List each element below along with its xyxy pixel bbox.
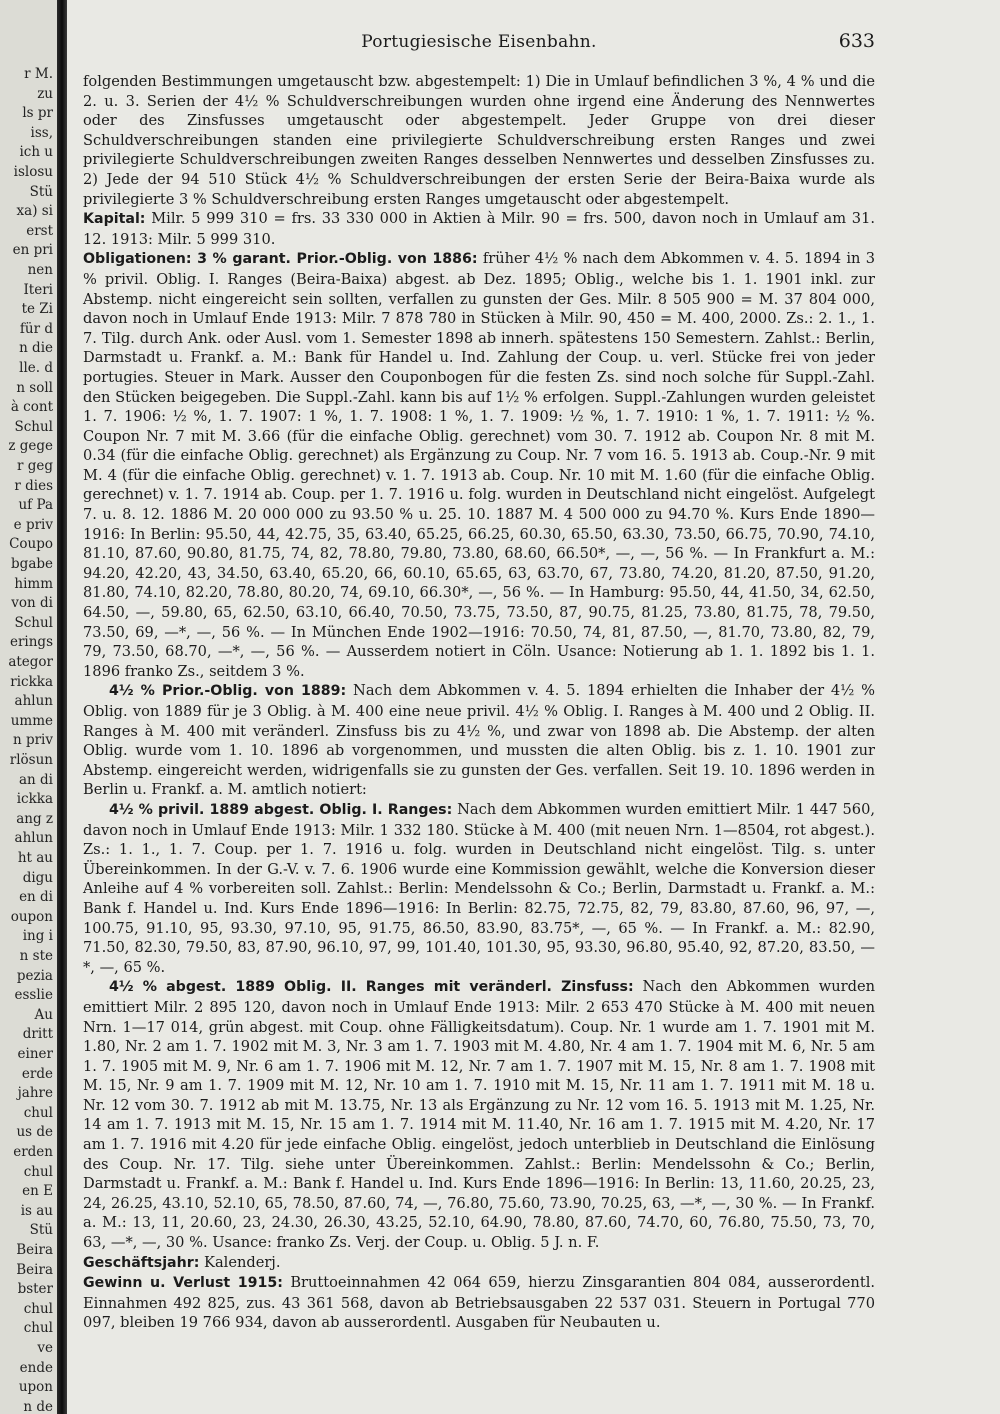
left-page-line-fragment: n priv xyxy=(12,732,53,749)
left-page-line-fragment: erst xyxy=(26,222,53,239)
left-page-line-fragment: an di xyxy=(19,771,53,788)
left-page-line-fragment: pezia xyxy=(16,967,53,984)
left-page-line-fragment: rickka xyxy=(10,673,53,690)
left-page-line-fragment: bgabe xyxy=(11,556,53,572)
paragraph-text: folgenden Bestimmungen umgetauscht bzw. abgestempelt: 1) Die in Umlauf befindlichen 3 %, 4 % und die 2. u. 3. Serien der 4½ % Schuldverschreibungen wurden ohne irgend eine Änderung des Nennwertes oder des Zinsfusses umgetauscht oder abgestempelt. Jeder Gruppe von drei dieser Schuldverschreibungen standen eine privilegierte Schuldverschreibung ersten Ranges und zwei privilegierte Schuldverschreibungen zweiten Ranges desselben Nennwertes und desselben Zinsfusses zu. 2) Jede der 94 510 Stück 4½ % Schuldverschreibungen der ersten Serie der Beira-Baixa wurde als privilegierte 3 % Schuldverschreibung ersten Ranges umgetauscht oder abgestempelt. xyxy=(83,73,875,208)
left-page-line-fragment: ich u xyxy=(19,144,53,161)
left-page-line-fragment: ve xyxy=(37,1340,53,1356)
left-page-line-fragment: chul xyxy=(23,1104,53,1121)
left-page-line-fragment: rlösun xyxy=(9,752,53,768)
left-page-line-fragment: iss, xyxy=(30,124,53,141)
left-page-line-fragment: r geg xyxy=(16,458,53,474)
left-page-line-fragment: Beira xyxy=(16,1242,53,1258)
left-page-line-fragment: Schul xyxy=(14,418,53,435)
left-page-line-fragment: oupon xyxy=(10,908,53,925)
left-page-line-fragment: n die xyxy=(19,340,53,357)
paragraph-intro xyxy=(83,72,875,209)
paragraph-text: Nach den Abkommen wurden emittiert Milr. 2 895 120, davon noch in Umlauf Ende 1913: Milr. 2 653 470 Stücke à M. 400 mit neuen Nrn. 1—17 014, grün abgest. mit Coup. ohne Fälligkeitsdatum). Coup. Nr. 1 wurde am 1. 7. 1901 mit M. 1.80, Nr. 2 am 1. 7. 1902 mit M. 3, Nr. 3 am 1. 7. 1903 mit M. 4.80, Nr. 4 am 1. 7. 1904 mit M. 6, Nr. 5 am 1. 7. 1905 mit M. 9, Nr. 6 am 1. 7. 1906 mit M. 12, Nr. 7 am 1. 7. 1907 mit M. 15, Nr. 8 am 1. 7. 1908 mit M. 15, Nr. 9 am 1. 7. 1909 mit M. 12, Nr. 10 am 1. 7. 1910 mit M. 15, Nr. 11 am 1. 7. 1911 mit M. 18 u. Nr. 12 vom 30. 7. 1912 ab mit M. 13.75, Nr. 13 als Ergänzung zu Nr. 12 vom 16. 5. 1913 mit M. 1.25, Nr. 14 am 1. 7. 1913 mit M. 15, Nr. 15 am 1. 7. 1914 mit M. 11.40, Nr. 16 am 1. 7. 1915 mit M. 4.20, Nr. 17 am 1. 7. 1916 mit 4.20 für jede einfache Oblig. eingelöst, jedoch unterblieb in Deutschland die Einlösung des Coup. Nr. 17. Tilg. siehe unter Übereinkommen. Zahlst.: Berlin: Mendelssohn & Co.; Berlin, Darmstadt u. Frankf. a. M.: Bank f. Handel u. Ind. Kurs Ende 1896—1916: In Berlin: 13, 11.60, 20.25, 23, 24, 26.25, 43.10, 52.10, 65, 78.50, 87.60, 74, —, 76.80, 75.60, 73.90, 70.25, 63, —*, —, 30 %. — In Frankf. a. M.: 13, 11, 20.60, 23, 24.30, 26.30, 43.25, 52.10, 64.90, 78.80, 87.60, 74.70, 60, 76.80, 75.50, 73, 70, 63, —*, —, 30 %. Usance: franko Zs. Verj. der Coup. u. Oblig. 5 J. n. F. xyxy=(83,978,876,1252)
left-page-line-fragment: en di xyxy=(19,889,53,906)
left-page-line-fragment: für d xyxy=(19,320,53,337)
left-page-line-fragment: umme xyxy=(10,712,53,729)
left-page-line-fragment: Stü xyxy=(29,1222,53,1239)
left-page-line-fragment: uf Pa xyxy=(18,497,53,514)
left-page-line-fragment: r dies xyxy=(14,477,53,494)
left-page-line-fragment: xa) si xyxy=(16,203,53,220)
left-page-line-fragment: Au xyxy=(34,1006,53,1023)
left-page-line-fragment: lle. d xyxy=(19,360,53,376)
left-page-line-fragment: einer xyxy=(17,1046,53,1062)
left-page-line-fragment: ickka xyxy=(16,791,53,808)
section-heading: Kapital: xyxy=(83,211,146,228)
left-page-line-fragment: nen xyxy=(27,262,53,278)
paragraph-text: Bruttoeinnahmen 42 064 659, hierzu Zinsgarantien 804 084, ausserordentl. Einnahmen 492 825, zus. 43 361 568, davon ab Betriebsausgaben 22 537 031. Steuern in Portugal 770 097, bleiben 19 766 934, davon ab ausserordentl. Ausgaben für Neubauten u. xyxy=(83,1274,876,1332)
paragraph-ranges-2 xyxy=(83,977,875,1252)
paragraph-text: Nach dem Abkommen v. 4. 5. 1894 erhielten die Inhaber der 4½ % Oblig. von 1889 für je 3 Oblig. à M. 400 eine neue privil. 4½ % Oblig. I. Ranges à M. 400 und 2 Oblig. II. Ranges à M. 400 mit veränderl. Zinsfuss bis zu 4½ %, und zwar von 1898 ab. Die Abstemp. der alten Oblig. wurde vom 1. 10. 1896 ab vorgenommen, und mussten die alten Oblig. bis z. 1. 10. 1901 zur Abstemp. eingereicht werden, widrigenfalls sie zu gunsten der Ges. verfallen. Seit 19. 10. 1896 werden in Berlin u. Frankf. a. M. amtlich notiert: xyxy=(83,682,876,799)
left-page-line-fragment: e priv xyxy=(13,516,53,533)
paragraph-gewinn-verlust xyxy=(83,1273,875,1333)
left-page-line-fragment: r M. xyxy=(24,66,53,82)
left-page-line-fragment: ls pr xyxy=(22,105,53,122)
left-page-line-fragment: ende xyxy=(19,1359,53,1376)
left-page-line-fragment: esslie xyxy=(14,987,53,1004)
paragraph-prior-oblig-1889 xyxy=(83,681,875,800)
left-page-line-fragment: n de xyxy=(23,1398,53,1414)
left-page-line-fragment: en pri xyxy=(12,242,53,259)
paragraph-text: Milr. 5 999 310 = frs. 33 330 000 in Aktien à Milr. 90 = frs. 500, davon noch in Umlauf am 31. 12. 1913: Milr. 5 999 310. xyxy=(83,210,875,248)
section-heading: Obligationen: 3 % garant. Prior.-Oblig. von 1886: xyxy=(83,251,478,268)
left-facing-page-fragment xyxy=(0,0,57,1414)
left-page-line-fragment: te Zi xyxy=(21,301,53,318)
left-page-line-fragment: z gege xyxy=(8,438,53,455)
left-page-line-fragment: ategor xyxy=(8,654,53,670)
left-page-line-fragment: von di xyxy=(11,595,53,612)
left-page-line-fragment: upon xyxy=(18,1379,53,1396)
left-page-line-fragment: Beira xyxy=(16,1261,53,1278)
section-heading: 4½ % abgest. 1889 Oblig. II. Ranges mit veränderl. Zinsfuss: xyxy=(109,979,634,996)
paragraph-geschaeftsjahr xyxy=(83,1253,875,1274)
paragraph-kapital xyxy=(83,209,875,249)
left-page-line-fragment: is au xyxy=(20,1202,53,1219)
left-page-line-fragment: ht au xyxy=(17,850,53,866)
left-page-line-fragment: à cont xyxy=(10,399,53,416)
left-page-line-fragment: ahlun xyxy=(14,830,53,847)
left-page-line-fragment: ahlun xyxy=(14,693,53,710)
left-page-line-fragment: ing i xyxy=(22,928,53,945)
left-page-line-fragment: erings xyxy=(9,634,53,651)
left-page-line-fragment: erden xyxy=(13,1144,53,1160)
section-heading: Gewinn u. Verlust 1915: xyxy=(83,1275,283,1292)
left-page-line-fragment: zu xyxy=(37,85,53,102)
paragraph-privil-ranges-1 xyxy=(83,800,875,977)
left-page-line-fragment: erde xyxy=(21,1065,53,1082)
left-page-line-fragment: Coupo xyxy=(9,536,53,553)
paragraph-text: Nach dem Abkommen wurden emittiert Milr. 1 447 560, davon noch in Umlauf Ende 1913: Milr. 1 332 180. Stücke à M. 400 (mit neuen Nrn. 1—8504, rot abgest.). Zs.: 1. 1., 1. 7. Coup. per 1. 7. 1916 u. folg. wurden in Deutschland nicht eingelöst. Tilg. s. unter Übereinkommen. In der G.-V. v. 7. 6. 1906 wurde eine Kommission gewählt, welche die Konversion dieser Anleihe auf 4 % vorbereiten soll. Zahlst.: Berlin: Mendelssohn & Co.; Berlin, Darmstadt u. Frankf. a. M.: Bank f. Handel u. Ind. Kurs Ende 1896—1916: In Berlin: 82.75, 72.75, 82, 79, 83.80, 87.60, 96, 97, —, 100.75, 91.10, 95, 93.30, 97.10, 95, 91.75, 86.50, 83.90, 83.75*, —, 65 %. — In Frankf. a. M.: 82.90, 71.50, 82.30, 79.50, 83, 87.90, 96.10, 97, 99, 101.40, 101.30, 95, 93.30, 96.80, 95.40, 92, 87.20, 83.50, —*, —, 65 %. xyxy=(83,800,875,976)
left-page-line-fragment: bster xyxy=(17,1281,53,1298)
document-page xyxy=(83,26,875,1333)
left-page-line-fragment: chul xyxy=(23,1320,53,1337)
left-page-line-fragment: chul xyxy=(23,1163,53,1180)
left-page-line-fragment: n soll xyxy=(16,379,53,396)
left-page-line-fragment: ang z xyxy=(16,810,53,827)
left-page-line-fragment: chul xyxy=(23,1300,53,1317)
paragraph-text: Kalenderj. xyxy=(204,1253,281,1271)
left-page-line-fragment: himm xyxy=(14,575,53,592)
left-page-line-fragment: en E xyxy=(22,1183,53,1200)
page-number: 633 xyxy=(838,30,875,52)
left-page-line-fragment: jahre xyxy=(17,1085,53,1102)
section-heading: Geschäftsjahr: xyxy=(83,1254,200,1271)
paragraph-obligationen xyxy=(83,249,875,681)
left-page-line-fragment: Iteri xyxy=(23,281,53,298)
page-gutter xyxy=(57,0,67,1414)
left-page-line-fragment: digu xyxy=(22,869,53,886)
left-page-line-fragment: Schul xyxy=(14,614,53,631)
body-text xyxy=(83,72,875,1333)
section-heading: 4½ % privil. 1889 abgest. Oblig. I. Ranges: xyxy=(109,801,453,818)
left-page-line-fragment: islosu xyxy=(13,164,53,180)
left-page-line-fragment: dritt xyxy=(22,1026,53,1043)
left-page-line-fragment: n ste xyxy=(19,948,53,964)
left-page-line-fragment: Stü xyxy=(29,183,53,200)
left-page-line-fragment: us de xyxy=(16,1124,53,1141)
section-heading: 4½ % Prior.-Oblig. von 1889: xyxy=(109,683,347,700)
running-title: Portugiesische Eisenbahn. xyxy=(361,32,597,52)
paragraph-text: früher 4½ % nach dem Abkommen v. 4. 5. 1894 in 3 % privil. Oblig. I. Ranges (Beira-Baixa) abgest. ab Dez. 1895; Oblig., welche bis 1. 1. 1901 inkl. zur Abstemp. nicht eingereicht sein sollten, verfallen zu gunsten der Ges. Milr. 8 505 900 = M. 37 804 000, davon noch in Umlauf Ende 1913: Milr. 7 878 780 in Stücken à Milr. 90, 450 = M. 400, 2000. Zs.: 2. 1., 1. 7. Tilg. durch Ank. oder Ausl. vom 1. Semester 1898 ab innerh. spätestens 150 Semestern. Zahlst.: Berlin, Darmstadt u. Frankf. a. M.: Bank für Handel u. Ind. Zahlung der Coup. u. verl. Stücke frei von jeder portugies. Steuer in Mark. Ausser den Couponbogen für die festen Zs. sind noch solche für Suppl.-Zahl. den Stücken beigegeben. Die Suppl.-Zahl. kann bis auf 1½ % erfolgen. Suppl.-Zahlungen wurden geleistet 1. 7. 1906: ½ %, 1. 7. 1907: 1 %, 1. 7. 1908: 1 %, 1. 7. 1909: ½ %, 1. 7. 1910: 1 %, 1. 7. 1911: ½ %. Coupon Nr. 7 mit M. 3.66 (für die einfache Oblig. gerechnet) vom 30. 7. 1912 ab. Coupon Nr. 8 mit M. 0.34 (für die einfache Oblig. gerechnet) als Ergänzung zu Coup. Nr. 7 vom 16. 5. 1913 ab. Coup.-Nr. 9 mit M. 4 (für die einfache Oblig. gerechnet) v. 1. 7. 1913 ab. Coup. Nr. 10 mit M. 1.60 (für die einfache Oblig. gerechnet) v. 1. 7. 1914 ab. Coup. per 1. 7. 1916 u. folg. wurden in Deutschland nicht eingelöst. Aufgelegt 7. u. 8. 12. 1886 M. 20 000 000 zu 93.50 % u. 25. 10. 1887 M. 4 500 000 zu 94.70 %. Kurs Ende 1890—1916: In Berlin: 95.50, 44, 42.75, 35, 63.40, 65.25, 66.25, 60.30, 65.50, 63.30, 73.50, 66.75, 70.90, 74.10, 81.10, 87.60, 90.80, 81.75, 74, 82, 78.80, 79.80, 73.80, 68.60, 66.50*, —, —, 56 %. — In Frankfurt a. M.: 94.20, 42.20, 43, 34.50, 63.40, 65.20, 66, 60.10, 65.65, 63, 63.70, 67, 73.80, 74.20, 81.20, 87.50, 91.20, 81.80, 74.10, 82.20, 78.80, 80.20, 74, 69.10, 66.30*, —, 56 %. — In Hamburg: 95.50, 44, 41.50, 34, 62.50, 64.50, —, 59.80, 65, 62.50, 63.10, 66.40, 70.50, 73.75, 73.50, 87, 90.75, 81.25, 73.80, 81.75, 78, 79.50, 73.50, 69, —*, —, 56 %. — In München Ende 1902—1916: 70.50, 74, 81, 87.50, —, 81.70, 73.80, 82, 79, 79, 73.50, 68.70, —*, —, 56 %. — Ausserdem notiert in Cöln. Usance: Notierung ab 1. 1. 1892 bis 1. 1. 1896 franko Zs., seitdem 3 %. xyxy=(83,250,875,680)
running-header xyxy=(83,26,875,56)
